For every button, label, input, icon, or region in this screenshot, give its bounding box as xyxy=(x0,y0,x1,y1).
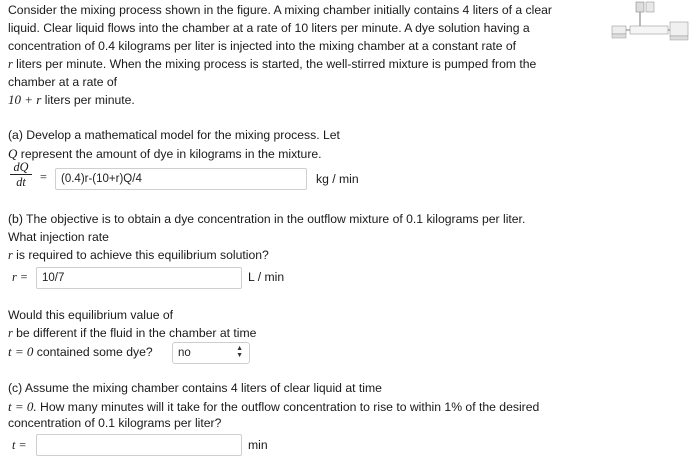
var-r-q: r xyxy=(8,326,13,340)
part-b-line-3-text: is required to achieve this equilibrium solution? xyxy=(16,248,269,262)
part-c-line-3: concentration of 0.1 kilograms per liter? xyxy=(8,416,222,430)
question-line-2-text: be different if the fluid in the chamber at time xyxy=(16,326,257,340)
part-c-label: t = xyxy=(12,438,27,452)
intro-line-3: concentration of 0.4 kilograms per liter is injected into the mixing chamber at a constant rate of xyxy=(8,39,517,53)
part-a-line-2-text: represent the amount of dye in kilograms in the mixture. xyxy=(20,147,322,161)
var-r: r xyxy=(8,57,13,71)
part-c-line-2-text: How many minutes will it take for the outflow concentration to rise to within 1% of the desired xyxy=(40,400,540,414)
t-answer-input[interactable] xyxy=(36,434,242,456)
mixing-diagram xyxy=(610,0,690,45)
part-b-line-2: What injection rate xyxy=(8,230,109,244)
r-answer-input[interactable]: 10/7 xyxy=(36,267,242,289)
up-down-chevron-icon: ▲ ▼ xyxy=(236,345,243,359)
var-q: Q xyxy=(8,146,18,161)
part-a-equals: = xyxy=(40,170,47,184)
intro-line-6-text: liters per minute. xyxy=(44,93,135,107)
part-b-line-1: (b) The objective is to obtain a dye concentration in the outflow mixture of 0.1 kilograms per liter. xyxy=(8,212,526,226)
part-a-line-2 xyxy=(8,146,322,162)
var-r-b: r xyxy=(8,248,13,262)
intro-line-5: chamber at a rate of xyxy=(8,75,118,89)
rate-expression: 10 + r xyxy=(8,92,42,107)
intro-line-4 xyxy=(8,57,536,72)
question-line-3-text: contained some dye? xyxy=(36,345,153,359)
intro-line-4-text: liters per minute. When the mixing process is started, the well-stirred mixture is pumped from the xyxy=(16,57,537,71)
dye-answer-select[interactable] xyxy=(172,342,250,364)
dye-answer-selected: no xyxy=(178,347,191,359)
derivative-fraction xyxy=(10,160,32,189)
part-a-unit: kg / min xyxy=(316,172,359,186)
part-c-line-2 xyxy=(8,399,539,415)
derivative-denominator: dt xyxy=(16,175,26,189)
t-zero-expression: t = 0 xyxy=(8,344,34,359)
intro-line-1: Consider the mixing process shown in the figure. A mixing chamber initially contains 4 liters of a clear xyxy=(8,3,552,17)
t-zero-expression-c: t = 0. xyxy=(8,399,37,414)
question-line-1: Would this equilibrium value of xyxy=(8,308,174,322)
part-a-line-1: (a) Develop a mathematical model for the mixing process. Let xyxy=(8,128,340,142)
intro-line-2: liquid. Clear liquid flows into the chamber at a rate of 10 liters per minute. A dye solution having a xyxy=(8,21,530,35)
intro-line-6 xyxy=(8,92,135,108)
question-line-3 xyxy=(8,344,153,360)
part-b-label: r = xyxy=(12,270,29,284)
dqdt-answer-input[interactable]: (0.4)r-(10+r)Q/4 xyxy=(55,168,307,190)
part-c-line-1: (c) Assume the mixing chamber contains 4 liters of clear liquid at time xyxy=(8,381,382,395)
part-c-unit: min xyxy=(248,438,268,452)
question-line-2 xyxy=(8,326,256,341)
derivative-numerator: dQ xyxy=(10,160,32,175)
part-b-unit: L / min xyxy=(248,270,285,284)
part-b-line-3 xyxy=(8,248,269,263)
